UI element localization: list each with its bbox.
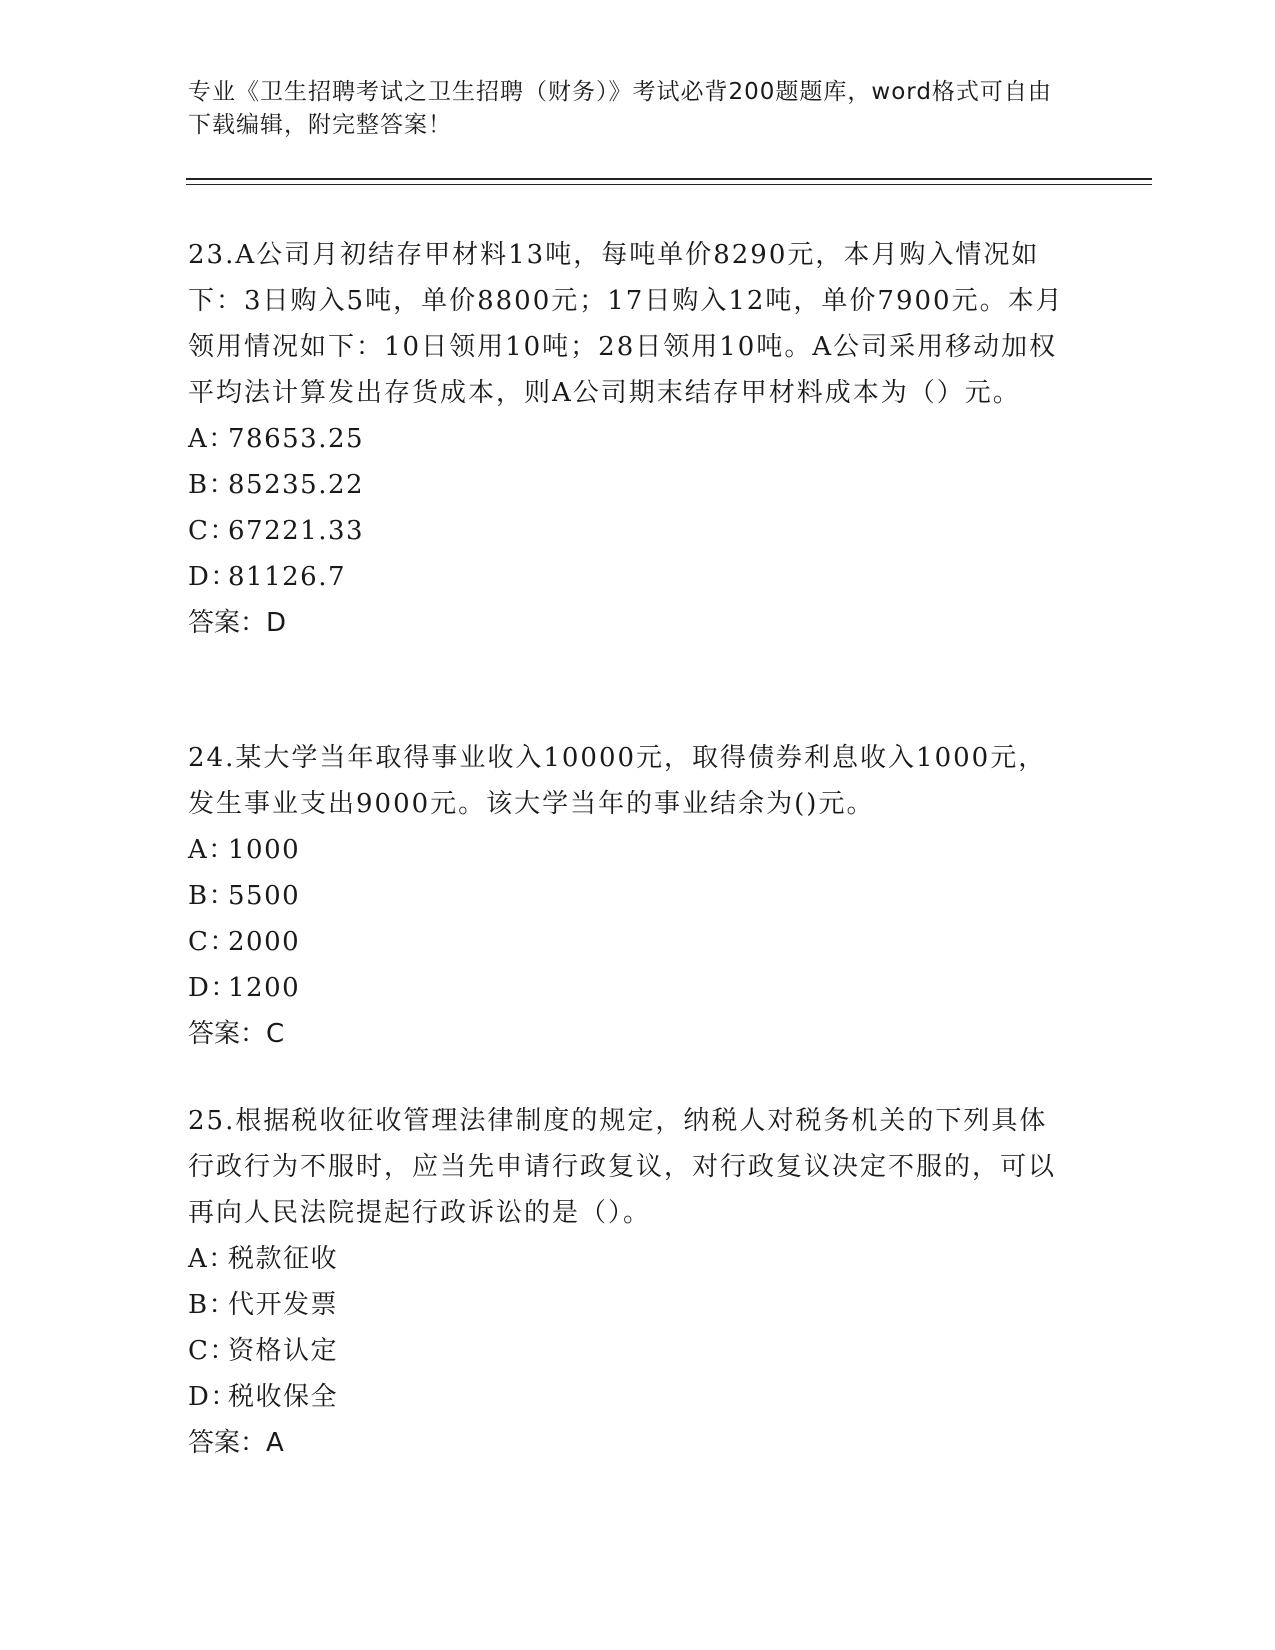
option-d — [188, 1374, 1068, 1420]
question-stem: 25.根据税收征收管理法律制度的规定，纳税人对税务机关的下列具体行政行为不服时，应当先申请行政复议，对行政复议决定不服的，可以再向人民法院提起行政诉讼的是（）。 — [188, 1106, 1057, 1228]
option-value: 5500 — [228, 881, 301, 911]
option-value: 78653.25 — [228, 424, 365, 454]
option-value: 81126.7 — [228, 562, 347, 592]
option-key: C： — [188, 1336, 237, 1366]
option-a — [188, 827, 1068, 873]
option-a — [188, 416, 1068, 462]
option-key: C： — [188, 516, 237, 546]
option-key: B： — [188, 1290, 237, 1320]
option-value: 代开发票 — [228, 1290, 339, 1320]
option-value: 税收保全 — [228, 1382, 339, 1412]
option-a — [188, 1236, 1068, 1282]
document-header: 专业《卫生招聘考试之卫生招聘（财务）》考试必背200题题库，word格式可自由下载编辑，附完整答案！ — [188, 79, 1052, 138]
option-b — [188, 462, 1068, 508]
question-stem: 23.A公司月初结存甲材料13吨，每吨单价8290元，本月购入情况如下：3日购入5吨，单价8800元；17日购入12吨，单价7900元。本月领用情况如下：10日领用10吨；28日领用10吨。A公司采用移动加权平均法计算发出存货成本，则A公司期末结存甲材料成本为（）元。 — [188, 240, 1064, 408]
option-value: 1000 — [228, 835, 301, 865]
option-value: 2000 — [228, 927, 301, 957]
option-b — [188, 873, 1068, 919]
option-value: 85235.22 — [228, 470, 365, 500]
option-key: A： — [188, 835, 236, 865]
question-25 — [188, 1098, 1068, 1466]
answer-line: 答案：D — [188, 608, 287, 638]
option-value: 资格认定 — [228, 1336, 339, 1366]
option-c — [188, 508, 1068, 554]
option-b — [188, 1282, 1068, 1328]
question-stem: 24.某大学当年取得事业收入10000元，取得债券利息收入1000元，发生事业支出9000元。该大学当年的事业结余为()元。 — [188, 743, 1047, 819]
option-key: B： — [188, 881, 237, 911]
answer-line: 答案：A — [188, 1428, 284, 1458]
option-c — [188, 919, 1068, 965]
option-value: 税款征收 — [228, 1244, 339, 1274]
option-key: B： — [188, 470, 237, 500]
header-divider-thin — [186, 184, 1152, 185]
header-divider — [186, 178, 1152, 180]
option-key: A： — [188, 424, 236, 454]
question-24 — [188, 735, 1068, 1057]
option-value: 1200 — [228, 973, 301, 1003]
option-d — [188, 554, 1068, 600]
option-key: D： — [188, 1382, 238, 1412]
option-key: C： — [188, 927, 237, 957]
option-key: D： — [188, 973, 238, 1003]
option-value: 67221.33 — [228, 516, 365, 546]
option-c — [188, 1328, 1068, 1374]
option-key: A： — [188, 1244, 236, 1274]
option-d — [188, 965, 1068, 1011]
question-23 — [188, 232, 1068, 646]
answer-line: 答案：C — [188, 1019, 285, 1049]
option-key: D： — [188, 562, 238, 592]
